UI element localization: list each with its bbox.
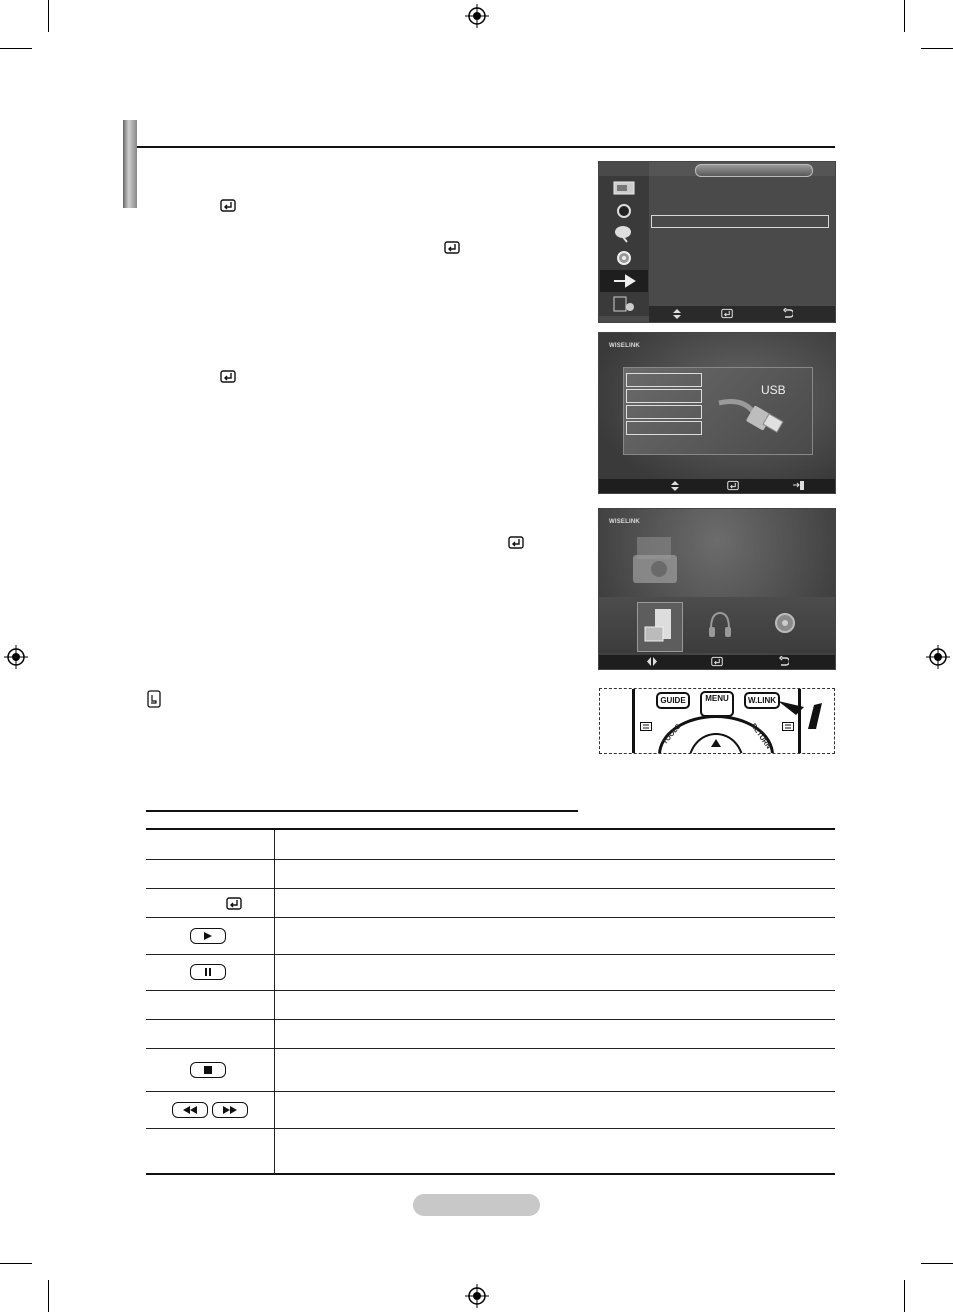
info-icon — [640, 722, 652, 731]
enter-icon — [220, 199, 236, 212]
table-row — [146, 990, 835, 1019]
crop-mark — [48, 1280, 49, 1312]
music-icon — [707, 607, 733, 643]
crop-mark — [0, 1263, 32, 1264]
play-icon — [204, 932, 212, 940]
left-right-icon — [647, 657, 657, 666]
table-title-rule — [146, 810, 578, 812]
crop-mark — [0, 48, 32, 49]
crop-mark — [921, 48, 953, 49]
registration-mark-icon — [465, 1284, 489, 1308]
stop-button-key — [190, 1062, 226, 1078]
input-icon — [612, 272, 636, 290]
wiselink-logo: WISELINK — [609, 343, 640, 349]
table-row — [146, 1048, 835, 1091]
menu-button[interactable]: MENU — [700, 691, 734, 717]
camera-graphic-icon — [629, 533, 685, 589]
return-icon — [779, 656, 789, 667]
menu-sidebar — [599, 176, 649, 316]
table-row — [146, 954, 835, 990]
source-option[interactable] — [626, 389, 702, 403]
exit-icon — [793, 480, 805, 491]
table-row — [146, 888, 835, 917]
enter-icon — [727, 480, 739, 491]
page-number-pill — [413, 1194, 540, 1216]
usb-device-label: USB — [761, 383, 786, 397]
crop-mark — [904, 1280, 905, 1312]
guide-button[interactable]: GUIDE — [656, 692, 690, 709]
wiselink-logo: WISELINK — [609, 519, 640, 525]
highlighted-menu-row — [651, 215, 829, 228]
enter-icon — [711, 656, 723, 667]
note-icon — [147, 690, 161, 708]
table-row — [146, 1091, 835, 1128]
pause-button-key — [190, 964, 226, 980]
remote-control-detail — [599, 688, 835, 754]
up-arrow-icon — [711, 739, 721, 747]
usb-screen-footer — [599, 479, 835, 493]
rewind-icon — [183, 1106, 197, 1114]
usb-source-screenshot — [598, 332, 836, 494]
return-icon — [783, 308, 793, 319]
enter-icon — [721, 308, 733, 319]
tools-label[interactable]: TOOLS — [661, 723, 683, 746]
play-button-key — [190, 928, 226, 944]
media-screen-footer — [599, 655, 835, 669]
media-menu-screenshot — [598, 508, 836, 670]
stop-icon — [204, 1066, 212, 1074]
rewind-button-key — [172, 1102, 208, 1118]
table-row — [146, 917, 835, 954]
sound-icon — [615, 203, 633, 219]
crop-mark — [921, 1263, 953, 1264]
enter-icon — [444, 241, 460, 254]
setup-icon — [771, 607, 799, 637]
picture-icon — [613, 180, 635, 196]
photo-icon — [643, 607, 675, 645]
menu-title-pill — [695, 164, 813, 177]
section-heading-rule — [137, 146, 835, 148]
remote-body-edge — [632, 689, 635, 754]
menu-footer — [649, 306, 835, 322]
remote-button-table — [146, 828, 835, 1175]
enter-icon — [508, 536, 524, 549]
source-option[interactable] — [626, 421, 702, 435]
info-icon — [782, 722, 794, 731]
wlink-button[interactable]: W.LINK — [744, 692, 780, 709]
table-row — [146, 859, 835, 888]
fast-forward-icon — [223, 1106, 237, 1114]
enter-icon — [226, 897, 242, 910]
crop-mark — [904, 0, 905, 32]
section-heading-bar — [123, 120, 137, 208]
table-row — [146, 1128, 835, 1174]
source-option[interactable] — [626, 405, 702, 419]
fast-forward-button-key — [212, 1102, 248, 1118]
setup-menu-screenshot — [598, 161, 836, 323]
registration-mark-icon — [4, 645, 28, 669]
setup-icon — [614, 248, 634, 266]
pause-icon — [204, 968, 212, 976]
application-icon — [613, 296, 635, 312]
usb-plug-icon — [715, 397, 785, 439]
registration-mark-icon — [465, 4, 489, 28]
source-option[interactable] — [626, 373, 702, 387]
move-icon — [671, 481, 679, 491]
enter-icon — [220, 370, 236, 383]
table-row — [146, 829, 835, 859]
crop-mark — [48, 0, 49, 32]
table-row — [146, 1019, 835, 1048]
return-label[interactable]: RETURN — [749, 722, 772, 751]
registration-mark-icon — [926, 645, 950, 669]
channel-icon — [613, 225, 635, 243]
move-icon — [673, 309, 681, 319]
